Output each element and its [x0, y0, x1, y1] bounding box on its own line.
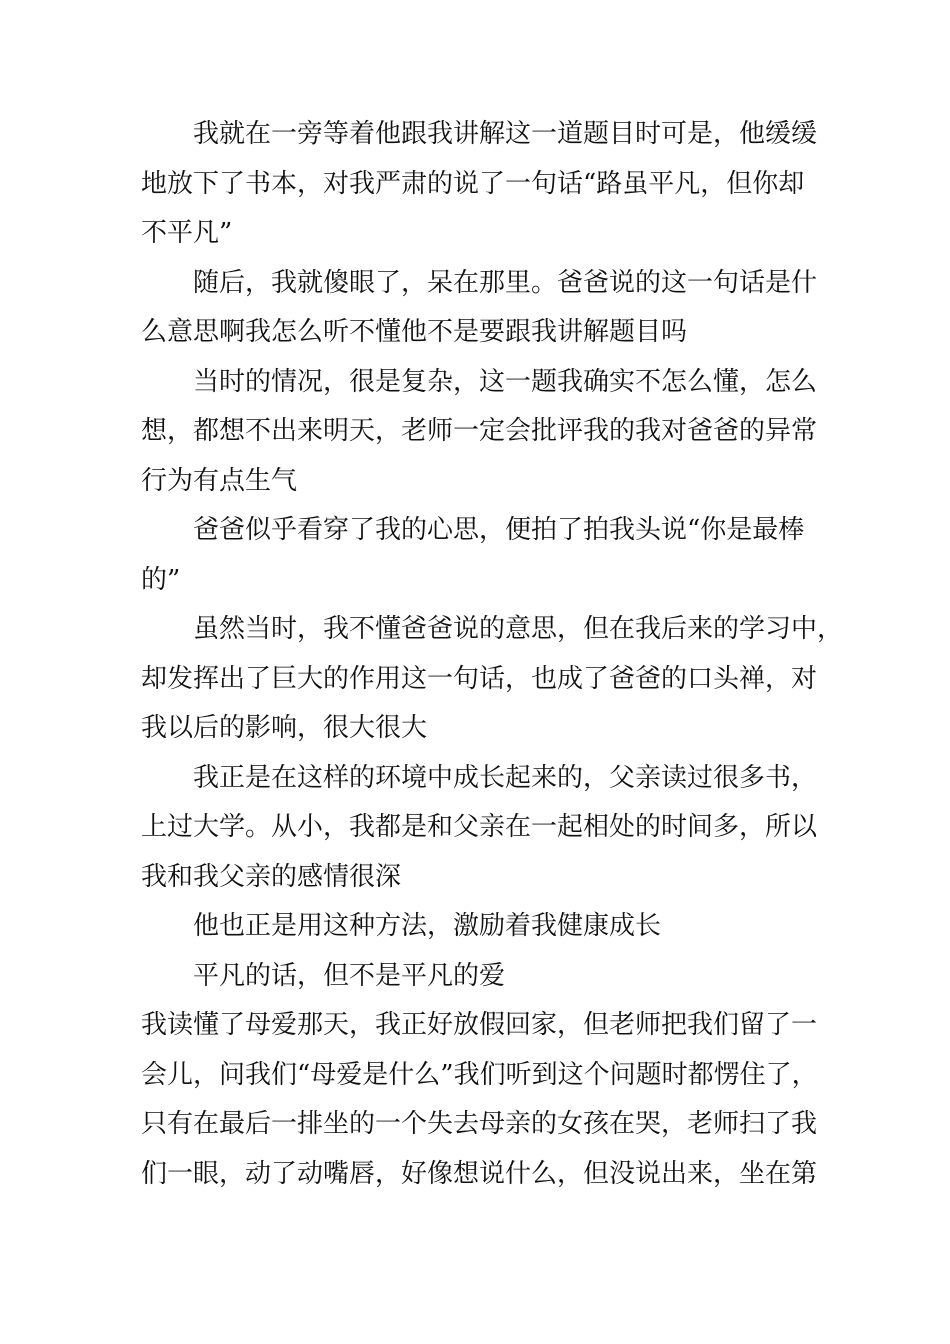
- text-line: 上过大学。从小，我都是和父亲在一起相处的时间多，所以: [141, 812, 818, 842]
- text-line: 他也正是用这种方法，激励着我健康成长: [193, 911, 662, 941]
- text-line: 们一眼，动了动嘴唇，好像想说什么，但没说出来，坐在第: [141, 1158, 818, 1189]
- text-line: 只有在最后一排坐的一个失去母亲的女孩在哭，老师扫了我: [141, 1109, 818, 1139]
- text-line: 会儿，问我们“母爱是什么”我们听到这个问题时都愣住了，: [141, 1059, 818, 1090]
- body-text: [141, 110, 844, 1199]
- text-line: 我就在一旁等着他跟我讲解这一道题目时可是，他缓缓: [193, 119, 818, 149]
- text-line: 我和我父亲的感情很深: [141, 861, 402, 892]
- text-line: 行为有点生气: [141, 465, 298, 496]
- text-line: 爸爸似乎看穿了我的心思，便拍了拍我头说“你是最棒: [193, 515, 805, 545]
- text-line: 随后，我就傻眼了，呆在那里。爸爸说的这一句话是什: [193, 267, 818, 298]
- text-line: 却发挥出了巨大的作用这一句话，也成了爸爸的口头禅，对: [141, 663, 818, 694]
- text-line: 不平凡”: [141, 218, 233, 248]
- text-line: 当时的情况，很是复杂，这一题我确实不怎么懂，怎么: [193, 366, 818, 397]
- text-line: 我正是在这样的环境中成长起来的，父亲读过很多书，: [193, 762, 818, 793]
- text-line: 地放下了书本，对我严肃的说了一句话“路虽平凡，但你却: [141, 168, 805, 199]
- text-line: 我以后的影响，很大很大: [141, 713, 428, 743]
- text-line: 的”: [141, 564, 181, 595]
- text-line: 平凡的话，但不是平凡的爱: [193, 960, 506, 991]
- text-line: 我读懂了母爱那天，我正好放假回家，但老师把我们留了一: [141, 1010, 818, 1040]
- text-line: 虽然当时，我不懂爸爸说的意思，但在我后来的学习中，: [193, 614, 844, 644]
- text-line: 么意思啊我怎么听不懂他不是要跟我讲解题目吗: [141, 317, 688, 347]
- text-line: 想，都想不出来明天，老师一定会批评我的我对爸爸的异常: [141, 416, 818, 446]
